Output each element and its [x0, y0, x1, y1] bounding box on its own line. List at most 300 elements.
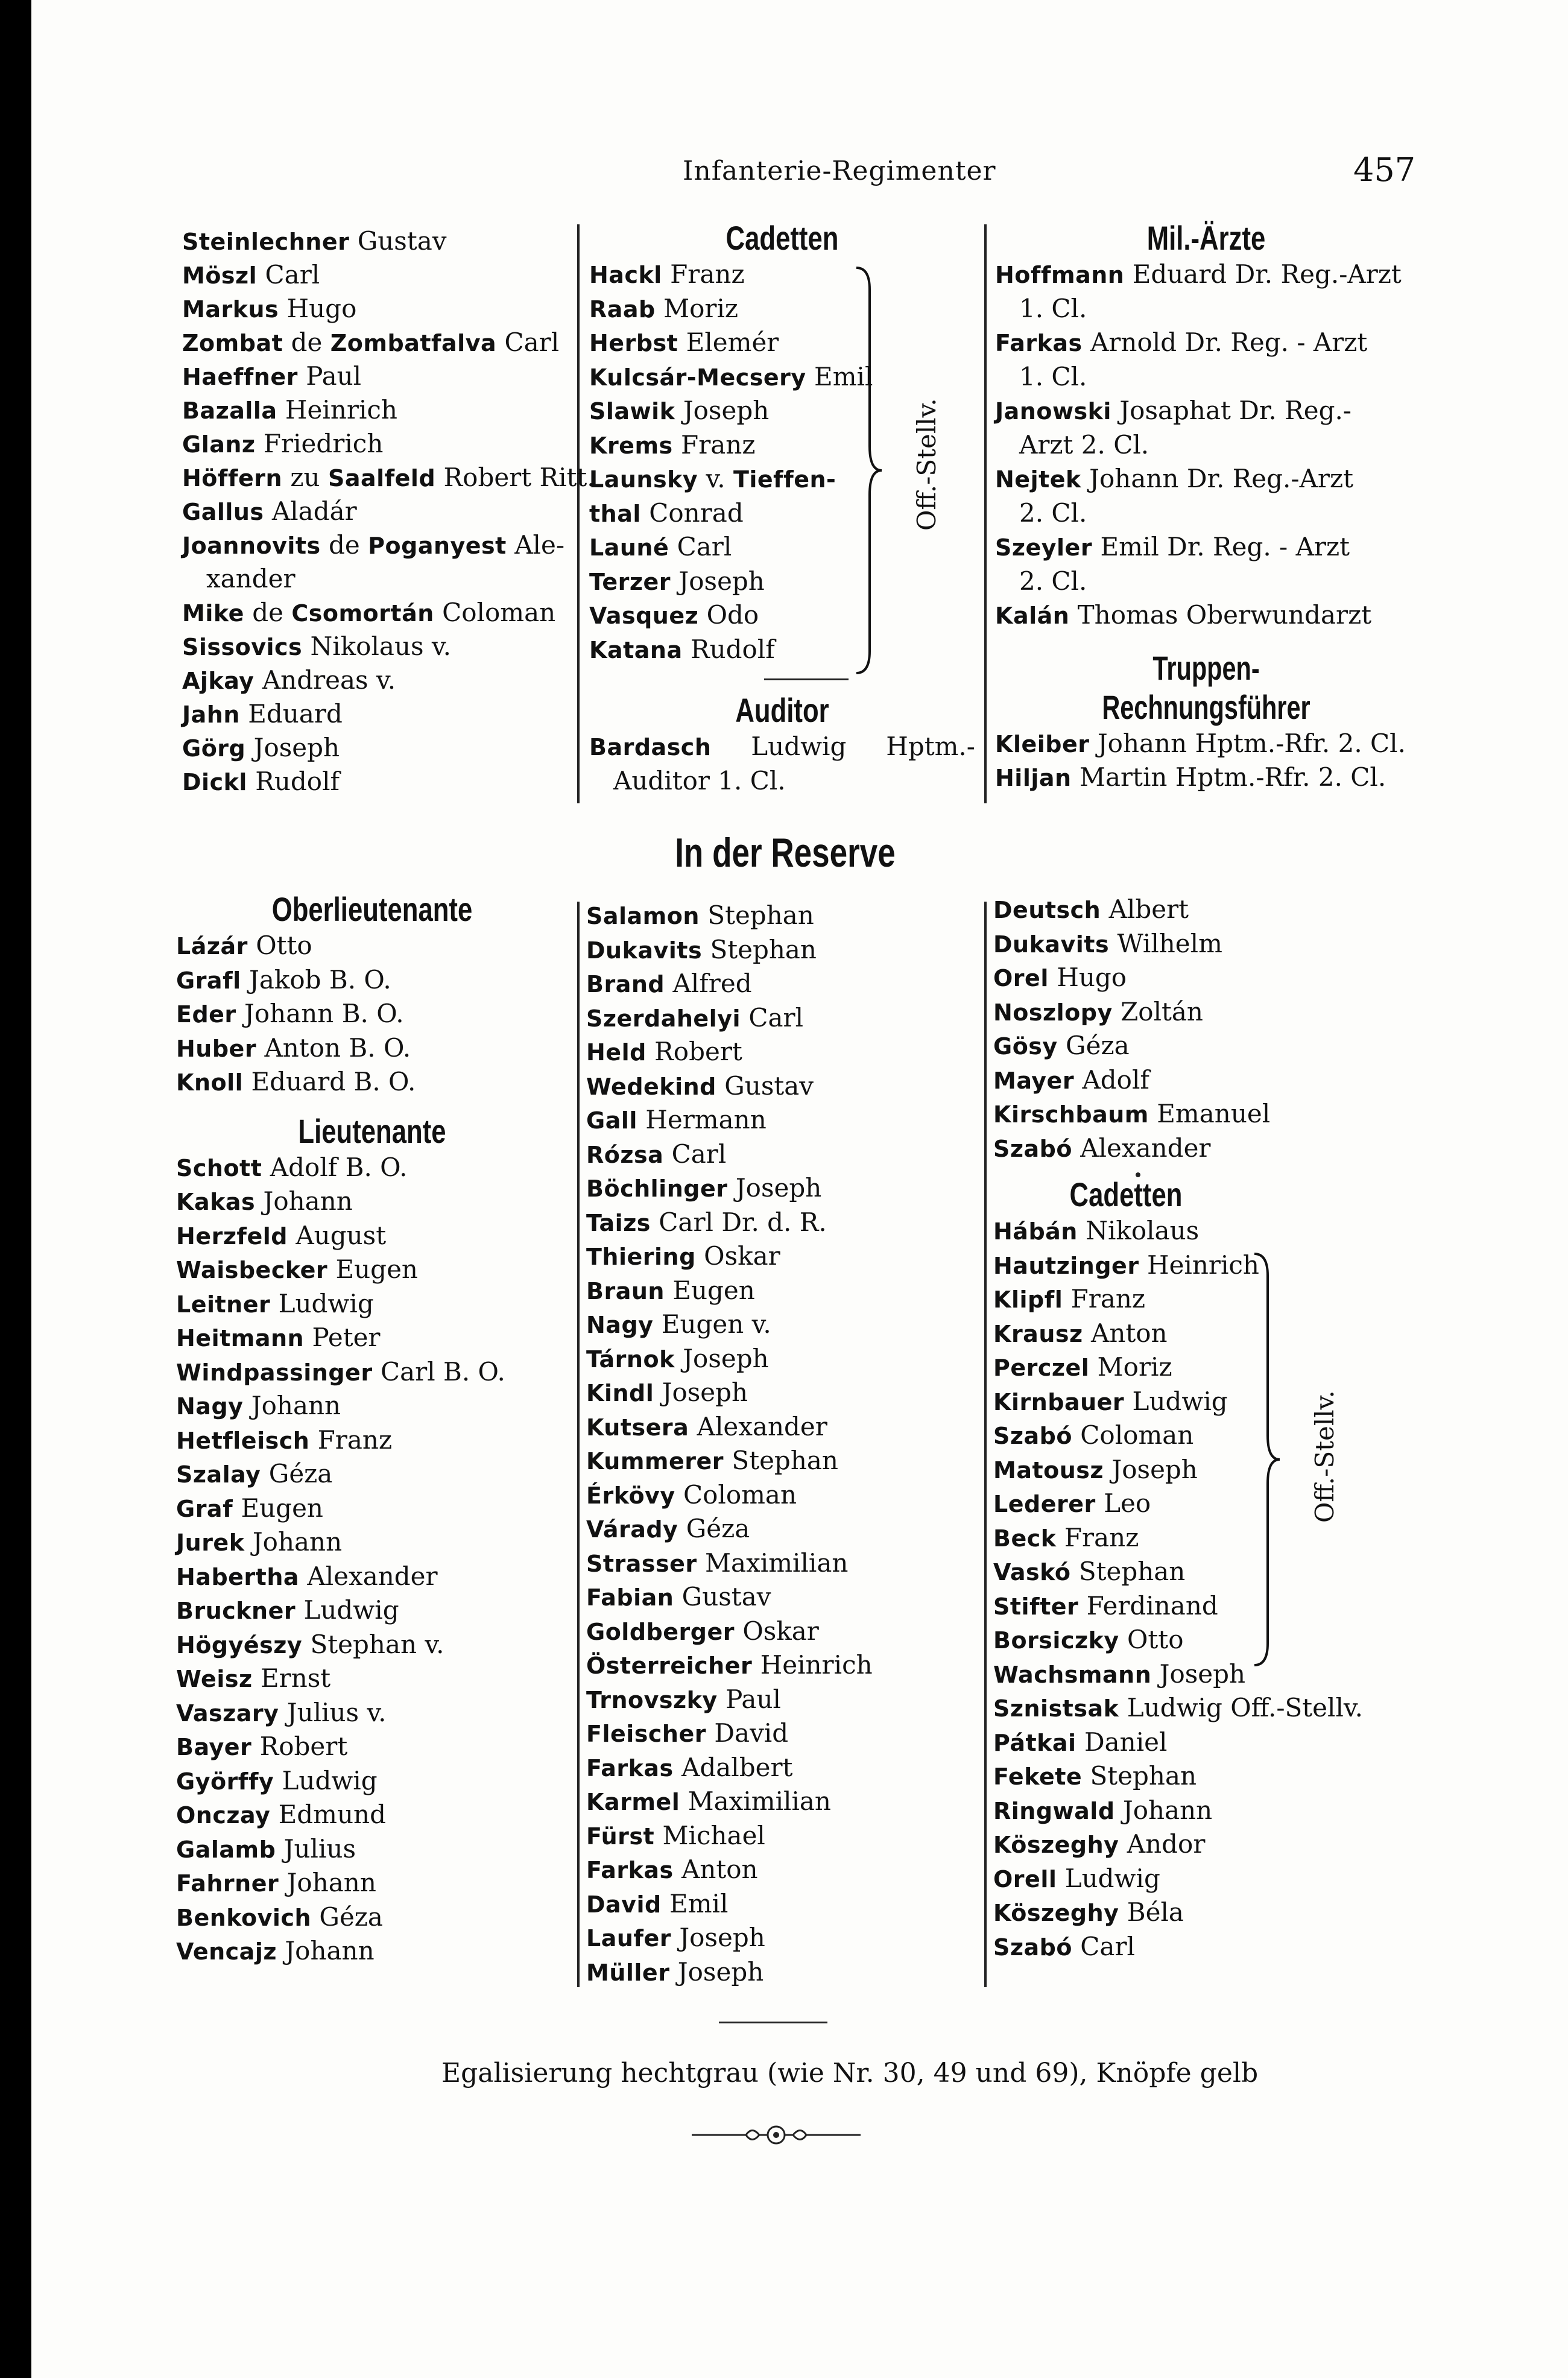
surname: Tárnok	[586, 1346, 675, 1373]
name-detail: Stephan v.	[310, 1629, 444, 1659]
accountants-list	[995, 727, 1417, 795]
list-item	[995, 727, 1417, 761]
list-item	[586, 1716, 972, 1751]
name-detail: Daniel	[1084, 1727, 1168, 1757]
surname: Gallus	[182, 499, 264, 525]
surname: Szalay	[176, 1461, 261, 1488]
list-item	[589, 360, 873, 394]
name-detail: Andor	[1127, 1829, 1206, 1859]
list-item	[589, 598, 855, 633]
surname: Szabó	[993, 1423, 1072, 1449]
list-item	[176, 1662, 568, 1696]
name-detail: Joseph	[683, 396, 770, 425]
name-detail: Eugen v.	[661, 1309, 771, 1339]
surname: Szabó	[993, 1934, 1072, 1961]
name-detail: 2. Cl.	[1019, 498, 1087, 528]
list-item	[182, 224, 568, 258]
name-detail: Eugen	[672, 1275, 755, 1305]
auditor-entry	[589, 730, 975, 764]
list-item	[176, 1832, 568, 1867]
surname: Nejtek	[995, 466, 1081, 493]
list-item	[182, 731, 568, 765]
name-detail: Franz	[1064, 1522, 1139, 1552]
surname: Mike	[182, 600, 244, 627]
list-item	[176, 1628, 568, 1662]
list-item	[995, 258, 1417, 292]
list-item	[586, 1512, 972, 1546]
surname: Fahrner	[176, 1870, 279, 1897]
name-detail: Gustav	[724, 1070, 814, 1101]
surname: Perczel	[993, 1355, 1090, 1381]
list-item	[586, 899, 972, 933]
list-item	[993, 1453, 1415, 1487]
name-detail: 1. Cl.	[1019, 293, 1087, 323]
column-rule-top-right	[984, 224, 987, 803]
list-item	[176, 1934, 568, 1968]
auditor-surname: Bardasch	[589, 734, 712, 761]
name-detail: Alexander	[1080, 1133, 1211, 1163]
surname: Jahn	[182, 701, 240, 728]
name-detail: Hugo	[1057, 963, 1127, 992]
surname: Várady	[586, 1516, 678, 1543]
surname: Klipfl	[993, 1286, 1063, 1313]
list-item	[993, 1317, 1415, 1351]
surname: Krausz	[993, 1320, 1083, 1347]
name-detail: Zoltán	[1121, 996, 1203, 1026]
list-item	[995, 394, 1417, 428]
name-detail: Joseph	[253, 733, 340, 762]
name-detail: Peter	[312, 1323, 381, 1352]
name-detail: Joseph	[678, 566, 765, 596]
name-detail: Géza	[1066, 1031, 1130, 1060]
name-detail: Hermann	[645, 1105, 767, 1134]
list-item	[589, 326, 855, 360]
list-item	[993, 927, 1415, 961]
surname: Kirschbaum	[993, 1101, 1149, 1128]
surname: Farkas	[995, 330, 1083, 356]
name-detail: Joseph	[662, 1377, 748, 1407]
list-item	[586, 1921, 972, 1955]
list-item	[586, 1853, 972, 1887]
list-item	[586, 1035, 972, 1069]
oberlieutenante-heading: Oberlieutenante	[271, 890, 473, 928]
auditor-section	[589, 691, 975, 798]
list-item	[176, 1287, 568, 1321]
lieutenante-list	[176, 1151, 568, 1968]
name-detail: Carl B. O.	[380, 1356, 505, 1387]
surname: Goldberger	[586, 1618, 735, 1645]
list-item	[182, 562, 568, 596]
list-item	[586, 1614, 972, 1649]
surname: Braun	[586, 1277, 665, 1304]
surname: Brand	[586, 971, 665, 998]
surname: Györffy	[176, 1768, 274, 1795]
name-detail: Robert	[654, 1037, 742, 1066]
name-detail: Julius	[283, 1833, 356, 1864]
list-item	[589, 633, 855, 667]
surname: Höffern	[182, 465, 283, 492]
name-detail: 2. Cl.	[1019, 566, 1087, 596]
name-detail: Eugen	[241, 1493, 323, 1523]
list-item	[993, 1029, 1415, 1063]
surname: Sissovics	[182, 634, 303, 660]
name-detail: Ludwig	[278, 1288, 374, 1318]
medical-heading: Mil.-Ärzte	[1146, 219, 1266, 257]
name-detail: v.	[706, 464, 726, 493]
surname: Zombatfalva	[330, 330, 497, 356]
oberlieutenante-list	[176, 929, 568, 1099]
name-detail: Joseph	[1159, 1659, 1246, 1689]
list-item	[586, 1751, 972, 1785]
page-number: 457	[1353, 151, 1416, 189]
name-detail: Franz	[681, 429, 756, 460]
running-title: Infanterie-Regimenter	[683, 156, 996, 186]
list-item	[586, 1376, 972, 1410]
reserve-heading: In der Reserve	[675, 830, 896, 876]
surname: Terzer	[589, 568, 671, 595]
surname: Högyészy	[176, 1631, 303, 1659]
surname: Grafl	[176, 967, 241, 994]
surname: Matousz	[993, 1456, 1104, 1484]
name-detail: Géza	[319, 1902, 383, 1932]
name-detail: Leo	[1104, 1488, 1151, 1518]
surname: Launé	[589, 534, 669, 561]
name-detail: Gustav	[357, 226, 447, 256]
surname: Dickl	[182, 769, 247, 795]
name-detail: Heinrich	[1146, 1250, 1259, 1280]
list-item	[993, 1827, 1415, 1862]
name-detail: Maximilian	[688, 1786, 831, 1816]
surname: Pátkai	[993, 1729, 1076, 1756]
medical-list	[995, 258, 1417, 633]
name-detail: Adalbert	[681, 1752, 793, 1782]
name-detail: Anton B. O.	[264, 1032, 411, 1063]
list-item	[586, 1206, 972, 1240]
surname: Gösy	[993, 1033, 1058, 1060]
name-detail: Johann	[286, 1868, 376, 1897]
brace-label-off-stellv: Off.-Stellv.	[912, 398, 941, 531]
surname: Krems	[589, 432, 673, 459]
name-detail: Stephan	[1090, 1761, 1197, 1791]
name-detail: Alfred	[672, 969, 752, 998]
surname: Gall	[586, 1107, 637, 1134]
surname: Raab	[589, 296, 656, 323]
surname: Dukavits	[586, 937, 703, 964]
surname: Steinlechner	[182, 229, 350, 255]
auditor-heading: Auditor	[735, 691, 829, 729]
list-item	[993, 1282, 1415, 1317]
name-detail: Aladár	[271, 496, 357, 526]
surname: Kutsera	[586, 1414, 689, 1441]
name-detail: Odo	[706, 600, 759, 630]
name-detail: Robert	[259, 1731, 348, 1761]
name-detail: Thomas Oberwundarzt	[1077, 600, 1372, 630]
surname: Orell	[993, 1865, 1057, 1893]
name-detail: de	[291, 327, 323, 357]
name-detail: Johann	[252, 1527, 343, 1557]
surname: Kakas	[176, 1189, 256, 1215]
name-detail: Coloman	[683, 1479, 797, 1510]
list-item	[993, 1759, 1415, 1794]
column-rule-bottom-right	[984, 902, 987, 1987]
list-item	[993, 1350, 1415, 1385]
name-detail: Elemér	[686, 327, 779, 357]
surname: Kalán	[995, 602, 1070, 629]
list-item	[993, 1862, 1415, 1896]
cadets-heading: Cadetten	[726, 219, 839, 257]
name-detail: Géza	[686, 1514, 750, 1543]
list-item	[993, 1487, 1415, 1521]
name-detail: Gustav	[681, 1582, 771, 1611]
list-item	[589, 530, 855, 564]
list-item	[995, 530, 1417, 564]
surname: Lederer	[993, 1491, 1096, 1517]
list-item	[995, 428, 1417, 463]
surname: Graf	[176, 1495, 233, 1522]
list-item	[176, 963, 568, 998]
list-item	[176, 1696, 568, 1730]
surname: Müller	[586, 1959, 670, 1986]
name-detail: Johann	[1122, 1795, 1213, 1825]
surname: David	[586, 1891, 662, 1918]
name-detail: Franz	[1070, 1284, 1146, 1314]
list-item	[993, 1691, 1415, 1725]
list-item	[993, 893, 1415, 927]
surname: Leitner	[176, 1291, 271, 1318]
list-item	[182, 765, 568, 798]
name-detail: Emil	[814, 361, 873, 391]
list-item	[586, 1342, 972, 1376]
cadets-reserve-list	[993, 1214, 1415, 1623]
surname: Strasser	[586, 1550, 697, 1577]
list-item	[993, 1794, 1415, 1828]
list-item	[993, 1623, 1415, 1657]
surname: Haeffner	[182, 364, 298, 390]
surname: Csomortán	[291, 600, 434, 627]
name-detail: Julius v.	[286, 1697, 387, 1727]
list-item	[176, 1798, 568, 1832]
cadets-reserve-heading: Cadetten	[1069, 1175, 1183, 1213]
surname: Habertha	[176, 1563, 300, 1590]
name-detail: Otto	[256, 931, 312, 960]
list-item	[176, 1253, 568, 1287]
column-rule-bottom-left	[577, 902, 580, 1987]
list-item	[176, 1423, 568, 1458]
surname: Poganyest	[368, 533, 507, 559]
name-detail: zu	[290, 463, 320, 492]
surname: Schott	[176, 1154, 262, 1181]
lieutenante-heading: Lieutenante	[298, 1112, 446, 1150]
surname: Taizs	[586, 1209, 651, 1236]
surname: Hábán	[993, 1218, 1078, 1245]
surname: Hautzinger	[993, 1252, 1139, 1279]
list-item	[176, 1457, 568, 1491]
name-detail: Josaphat Dr. Reg.-	[1119, 396, 1351, 425]
surname: Weisz	[176, 1666, 253, 1692]
surname: Galamb	[176, 1836, 276, 1863]
name-detail: Carl	[265, 260, 320, 289]
list-item	[182, 596, 568, 630]
list-item	[182, 292, 568, 326]
surname: Kleiber	[995, 730, 1090, 757]
name-detail: Johann	[251, 1391, 341, 1420]
surname: Onczay	[176, 1802, 271, 1829]
list-item	[176, 1900, 568, 1935]
name-detail: Edmund	[278, 1800, 386, 1829]
list-item	[176, 1065, 568, 1099]
list-item	[182, 663, 568, 697]
surname: Markus	[182, 296, 279, 323]
list-item	[586, 1819, 972, 1853]
surname: Orel	[993, 965, 1049, 991]
ornament-icon	[692, 2120, 861, 2150]
name-detail: Albert	[1108, 894, 1189, 924]
reserve-officers-section	[176, 890, 568, 1968]
surname: Herzfeld	[176, 1222, 288, 1250]
name-detail: Moriz	[663, 293, 739, 323]
name-detail: Emanuel	[1157, 1099, 1271, 1128]
name-detail: Stephan	[732, 1446, 838, 1475]
surname: Dukavits	[993, 931, 1110, 958]
list-item	[589, 564, 855, 599]
list-item	[589, 394, 855, 428]
surname: Szabó	[993, 1135, 1072, 1162]
surname: Glanz	[182, 431, 256, 458]
list-item	[993, 1248, 1415, 1283]
list-item	[993, 1555, 1415, 1589]
surname: Borsiczky	[993, 1627, 1119, 1654]
surname: Vasquez	[589, 602, 699, 629]
list-item	[182, 427, 568, 461]
surname: Mayer	[993, 1067, 1075, 1094]
surname: Fürst	[586, 1823, 655, 1850]
name-detail: Carl	[504, 327, 560, 357]
list-item	[993, 1657, 1415, 1692]
name-detail: Joseph	[735, 1173, 822, 1203]
name-detail: Andreas v.	[262, 665, 396, 695]
list-item	[182, 495, 568, 528]
list-item	[586, 1103, 972, 1137]
list-item	[993, 1589, 1415, 1624]
cadets-list	[589, 258, 873, 666]
surname: Benkovich	[176, 1904, 312, 1931]
officers-list-top	[182, 224, 595, 798]
surname: Kummerer	[586, 1448, 724, 1475]
name-detail: Adolf B. O.	[270, 1152, 408, 1182]
name-detail: Paul	[306, 361, 362, 391]
name-detail: Stephan	[1078, 1557, 1186, 1586]
name-detail: Coloman	[1080, 1420, 1194, 1450]
brace-label-off-stellv-reserve: Off.-Stellv.	[1310, 1390, 1339, 1523]
surname: Trnovszky	[586, 1686, 718, 1713]
name-detail: Jakob B. O.	[249, 964, 391, 995]
surname: Érkövy	[586, 1482, 675, 1509]
name-detail: Eduard Dr. Reg.-Arzt	[1132, 259, 1402, 289]
surname: Nagy	[586, 1312, 654, 1338]
name-detail: Johann Hptm.-Rfr. 2. Cl.	[1097, 728, 1406, 758]
surname: Janowski	[995, 398, 1111, 425]
list-item	[586, 1648, 972, 1683]
list-item	[586, 1785, 972, 1819]
name-detail: David	[714, 1718, 789, 1748]
surname: Böchlinger	[586, 1175, 728, 1202]
column-rule-top-left	[577, 224, 580, 803]
name-detail: Ernst	[260, 1663, 331, 1693]
reserve-list-right-top	[993, 893, 1415, 1165]
list-item	[182, 697, 568, 731]
surname: Farkas	[586, 1754, 674, 1782]
list-item	[993, 1930, 1415, 1964]
surname: Bazalla	[182, 397, 277, 424]
name-detail: Joseph	[683, 1343, 769, 1373]
surname: Launsky	[589, 466, 698, 493]
name-detail: Franz	[670, 259, 745, 289]
name-detail: Rudolf	[255, 767, 340, 796]
list-item	[176, 1560, 568, 1594]
name-detail: Arzt 2. Cl.	[1019, 429, 1149, 460]
surname: Wachsmann	[993, 1661, 1152, 1688]
name-detail: Paul	[726, 1684, 781, 1714]
list-item	[182, 359, 568, 393]
name-detail: Béla	[1127, 1897, 1184, 1927]
list-item	[586, 1478, 972, 1513]
auditor-given: Ludwig	[751, 732, 847, 761]
surname: Windpassinger	[176, 1359, 373, 1386]
list-item	[993, 1521, 1415, 1555]
list-item	[176, 1151, 568, 1185]
list-item	[995, 360, 1417, 394]
document-page	[31, 0, 1568, 2378]
surname: Bruckner	[176, 1598, 296, 1624]
name-detail: Joseph	[677, 1956, 764, 1987]
list-item	[586, 1410, 972, 1444]
list-item	[586, 1580, 972, 1614]
name-detail: Ferdinand	[1086, 1590, 1218, 1621]
surname: Möszl	[182, 262, 258, 289]
surname: Farkas	[586, 1857, 674, 1883]
footer-text: Egalisierung hechtgrau (wie Nr. 30, 49 und 69), Knöpfe gelb	[441, 2058, 1259, 2089]
list-item	[182, 258, 568, 292]
name-detail: 1. Cl.	[1019, 361, 1087, 391]
name-detail: Carl	[677, 532, 732, 561]
name-detail: Hugo	[286, 294, 357, 323]
name-detail: Ludwig Off.-Stellv.	[1127, 1693, 1363, 1722]
name-detail: Emil	[669, 1888, 729, 1918]
surname: Österreicher	[586, 1652, 753, 1679]
list-item	[586, 1274, 972, 1308]
name-detail: Carl	[1080, 1931, 1135, 1961]
surname: Hackl	[589, 262, 662, 288]
name-detail: Robert Ritt.	[443, 463, 595, 492]
list-item	[176, 1219, 568, 1253]
list-item	[586, 1001, 972, 1036]
surname: Rózsa	[586, 1141, 664, 1168]
surname: Knoll	[176, 1069, 244, 1096]
list-item	[995, 292, 1417, 326]
name-detail: Stephan	[710, 934, 817, 964]
name-detail: Joseph	[1111, 1454, 1198, 1484]
surname: Slawik	[589, 398, 675, 425]
list-item	[993, 995, 1415, 1029]
list-item	[182, 461, 595, 495]
surname: Hiljan	[995, 765, 1072, 791]
name-detail: Oskar	[704, 1241, 780, 1271]
name-detail: Géza	[268, 1459, 333, 1488]
surname: Eder	[176, 1001, 236, 1028]
auditor-entry-cont: Auditor 1. Cl.	[613, 765, 786, 795]
list-item	[993, 1418, 1415, 1453]
list-item	[589, 496, 855, 531]
